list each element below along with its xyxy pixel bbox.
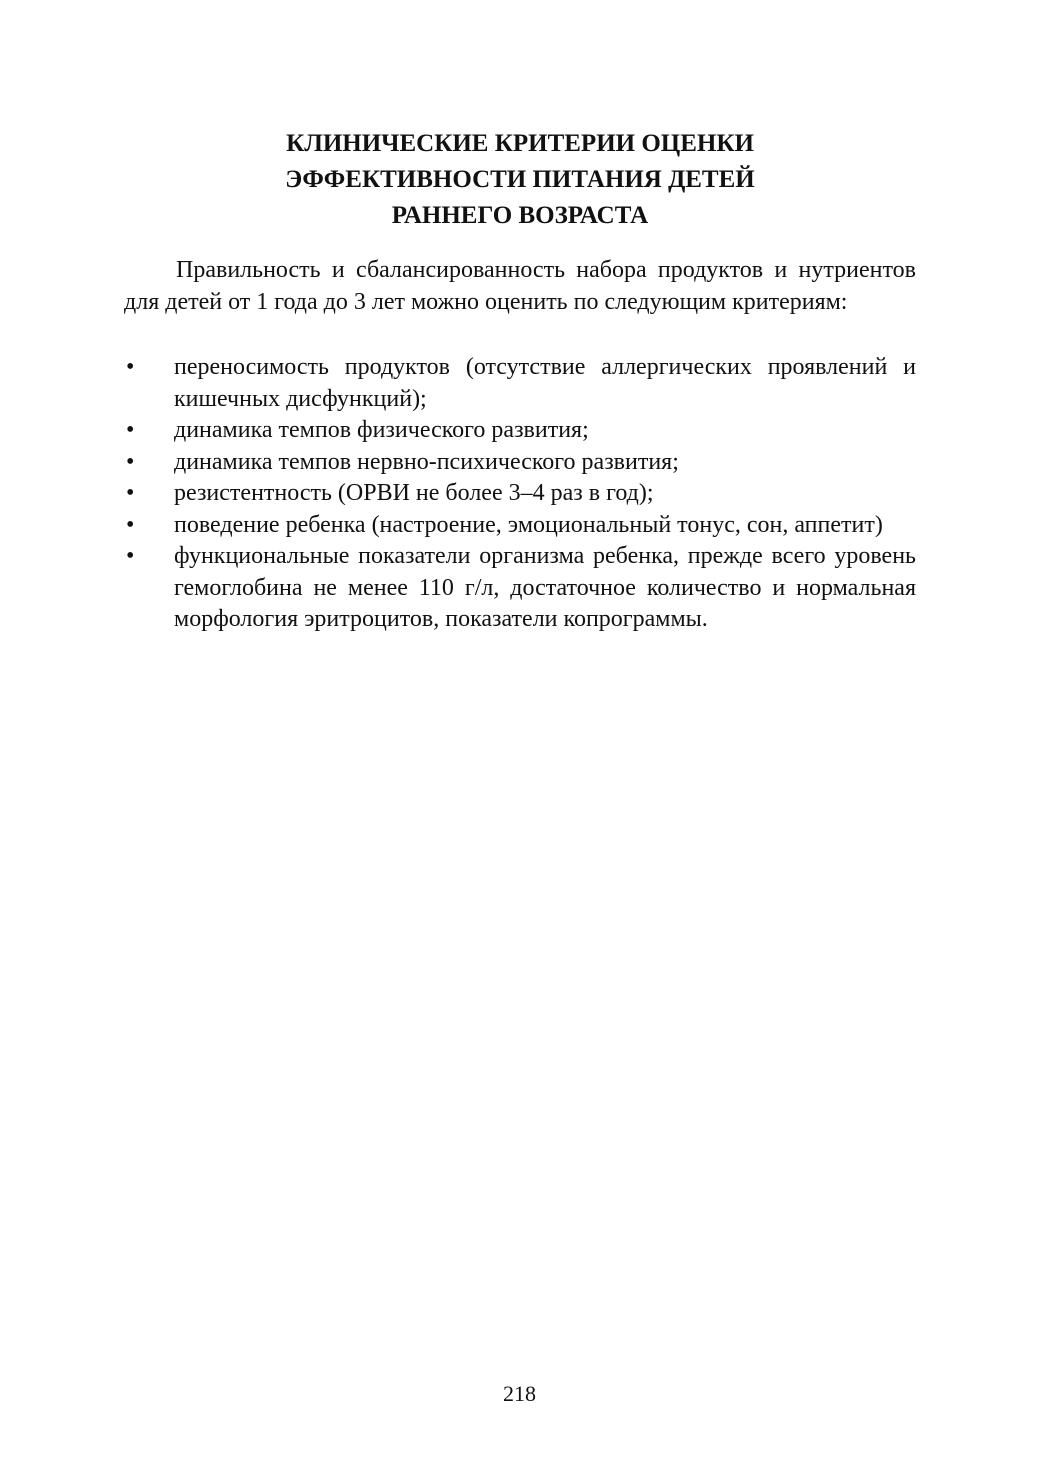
page-number: 218 xyxy=(503,1381,536,1406)
bullet-icon: • xyxy=(126,448,135,475)
list-item xyxy=(124,510,916,542)
bullet-icon: • xyxy=(126,511,135,538)
list-item xyxy=(124,478,916,510)
intro-paragraph: Правильность и сбалансированность набора продуктов и нутриентов для детей от 1 года до 3 лет можно оценить по следующим критериям: xyxy=(124,257,916,315)
title-line: ЭФФЕКТИВНОСТИ ПИТАНИЯ ДЕТЕЙ xyxy=(285,166,755,193)
list-item xyxy=(124,541,916,636)
bullet-icon: • xyxy=(126,480,135,506)
list-item xyxy=(124,447,916,479)
list-item-text: динамика темпов физического развития; xyxy=(174,417,589,443)
criteria-list xyxy=(124,352,916,636)
page-title xyxy=(124,126,916,234)
list-item-text: поведение ребенка (настроение, эмоциональный тонус, сон, аппетит) xyxy=(174,511,883,538)
bullet-icon: • xyxy=(126,417,135,443)
title-line: КЛИНИЧЕСКИЕ КРИТЕРИИ ОЦЕНКИ xyxy=(286,130,754,157)
list-item xyxy=(124,352,916,415)
list-item-text: функциональные показатели организма ребенка, прежде всего уровень гемоглобина не менее 110 г/л, достаточное количество и нормальная морфология эритроцитов, показатели копрограммы. xyxy=(174,543,916,632)
list-item xyxy=(124,415,916,447)
bullet-icon: • xyxy=(126,354,135,380)
list-item-text: динамика темпов нервно-психического развития; xyxy=(174,448,679,475)
title-line: РАННЕГО ВОЗРАСТА xyxy=(391,202,649,229)
bullet-icon: • xyxy=(126,543,135,569)
list-item-text: резистентность (ОРВИ не более 3–4 раз в год); xyxy=(174,480,654,506)
list-item-text: переносимость продуктов (отсутствие аллергических проявлений и кишечных дисфункций); xyxy=(174,354,916,412)
